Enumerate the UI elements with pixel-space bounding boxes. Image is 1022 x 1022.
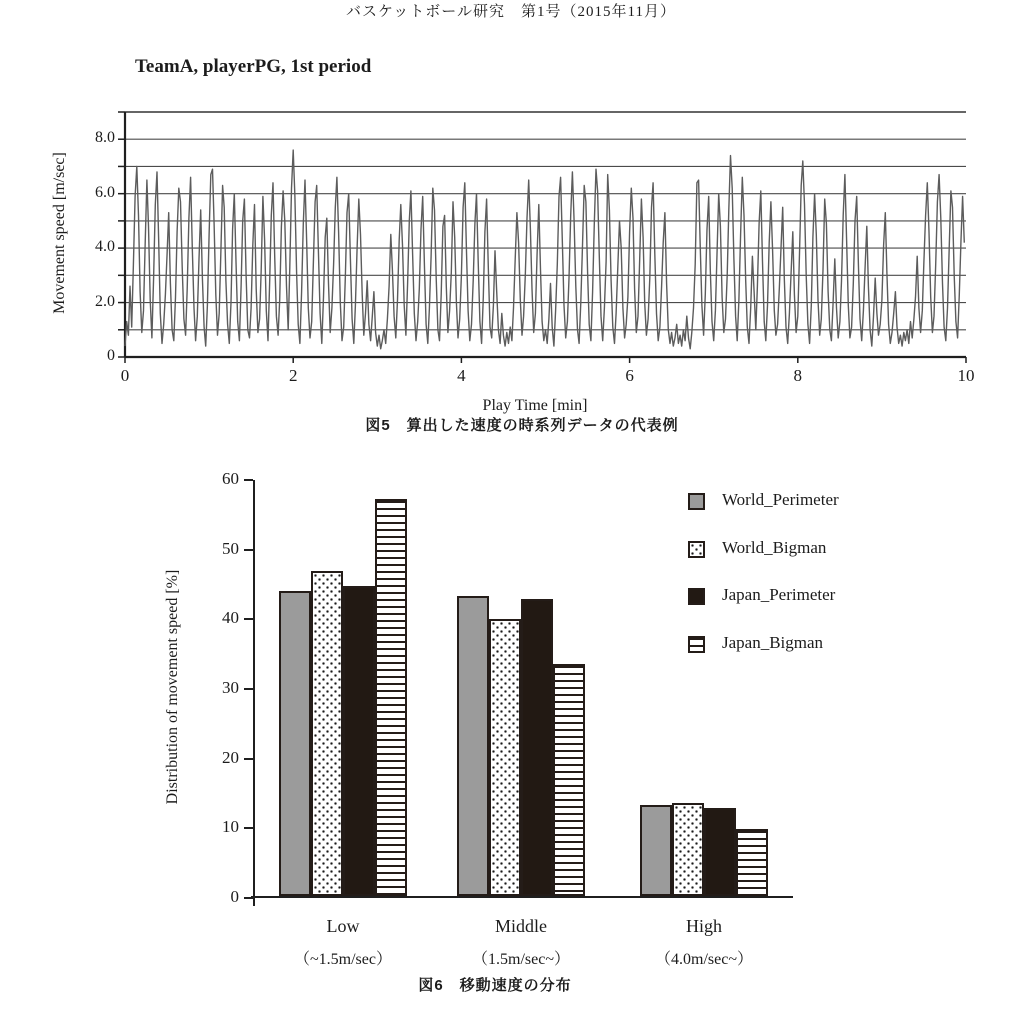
dots-swatch-icon: [688, 541, 705, 558]
category-sublabel: （4.0m/sec~）: [655, 951, 753, 968]
y-tick-label: 10: [222, 817, 239, 837]
x-tick-label: 8: [793, 366, 803, 385]
x-tick-label: 2: [288, 366, 298, 385]
figure5-caption: 図5 算出した速度の時系列データの代表例: [365, 417, 679, 434]
category-sublabel: （1.5m/sec~）: [472, 951, 570, 968]
y-tick-label: 50: [222, 538, 239, 558]
figure6-bar-chart: [164, 469, 793, 968]
x-tick-label: 6: [625, 366, 634, 385]
x-tick-label: 10: [957, 366, 975, 385]
bar-World_Bigman-high: [672, 803, 704, 896]
line-chart-canvas: [125, 112, 966, 357]
legend-label: World_Bigman: [722, 537, 827, 557]
y-tick-label: 0: [107, 347, 115, 364]
y-tick-label: 8.0: [95, 129, 115, 147]
x-tick-label: 0: [120, 366, 130, 385]
y-tick-label: 2.0: [95, 292, 115, 310]
figure5-title: TeamA, playerPG, 1st period: [135, 56, 372, 77]
bar-Japan_Perimeter-middle: [521, 599, 553, 896]
bar-Japan_Bigman-middle: [553, 664, 585, 896]
speed-series-line: [125, 150, 964, 349]
bar-World_Perimeter-high: [640, 805, 672, 896]
x-tick-label: 4: [457, 366, 466, 385]
y-tick-label: 0: [230, 887, 239, 906]
y-axis-tick: [244, 897, 253, 899]
y-tick-label: 20: [222, 747, 239, 767]
bar-World_Bigman-middle: [489, 619, 521, 896]
bar-Japan_Bigman-low: [375, 499, 407, 896]
y-axis-title: Movement speed [m/sec]: [51, 151, 68, 314]
gray-swatch-icon: [688, 493, 705, 510]
y-tick-label: 60: [222, 469, 239, 488]
y-tick-label: 4.0: [95, 238, 115, 256]
bar-Japan_Bigman-high: [736, 829, 768, 896]
y-axis-line: [253, 480, 255, 906]
x-axis-line: [251, 896, 793, 898]
journal-header: バスケットボール研究 第1号（2015年11月）: [346, 4, 676, 20]
category-sublabel: （~1.5m/sec）: [294, 951, 392, 968]
category-label: Low: [326, 916, 360, 936]
y-axis-tick: [244, 688, 253, 690]
hlines-swatch-icon: [688, 636, 705, 653]
bar-World_Perimeter-low: [279, 591, 311, 896]
legend-label: World_Perimeter: [722, 490, 839, 509]
legend-label: Japan_Bigman: [722, 632, 824, 652]
y-tick-label: 30: [222, 678, 239, 697]
y-tick-label: 6.0: [95, 183, 115, 201]
figure6-caption: 図6 移動速度の分布: [418, 977, 572, 994]
category-label: High: [686, 916, 722, 936]
figure5-line-chart: [51, 112, 975, 414]
x-axis-title: Play Time [min]: [482, 397, 588, 414]
bar-Japan_Perimeter-high: [704, 808, 736, 896]
y-axis-tick: [244, 549, 253, 551]
y-tick-label: 40: [222, 608, 239, 628]
y-axis-tick: [244, 827, 253, 829]
bar-Japan_Perimeter-low: [343, 586, 375, 896]
y-axis-tick: [244, 618, 253, 620]
category-label: Middle: [495, 916, 547, 936]
bar-World_Bigman-low: [311, 571, 343, 896]
black-swatch-icon: [688, 588, 705, 605]
legend-label: Japan_Perimeter: [722, 585, 836, 604]
bar-World_Perimeter-middle: [457, 596, 489, 896]
y-axis-tick: [244, 758, 253, 760]
y-axis-title: Distribution of movement speed [%]: [164, 569, 181, 805]
y-axis-tick: [244, 479, 253, 481]
